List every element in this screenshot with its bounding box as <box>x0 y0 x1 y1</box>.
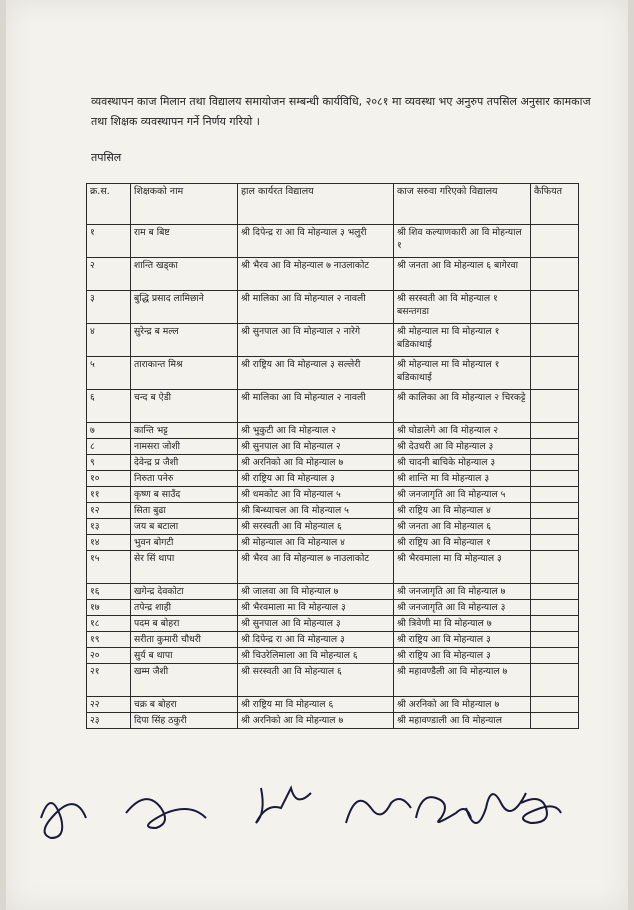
signature-5 <box>416 797 471 822</box>
cell-serial: २१ <box>87 664 131 697</box>
cell-serial: ९ <box>87 455 131 471</box>
signature-3 <box>256 788 311 823</box>
cell-serial: ८ <box>87 439 131 455</box>
cell-serial: ५ <box>87 357 131 390</box>
cell-remarks <box>531 584 579 600</box>
cell-teacher-name: भुवन बोगटी <box>131 535 238 551</box>
teacher-table <box>86 183 579 729</box>
table-row <box>87 551 579 584</box>
cell-remarks <box>531 648 579 664</box>
signature-6 <box>466 793 526 823</box>
cell-current-school: श्री सरस्वती आ वि मोहन्याल ६ <box>238 664 394 697</box>
cell-serial: ४ <box>87 324 131 357</box>
cell-deputed-school: श्री सरस्वती आ वि मोहन्याल १ बसन्तगडा <box>394 291 531 324</box>
cell-teacher-name: शान्ति खड्का <box>131 258 238 291</box>
cell-deputed-school: श्री मोहन्याल मा वि मोहन्याल १ बडिकाथाई <box>394 357 531 390</box>
cell-teacher-name: सरीता कुमारी चौधरी <box>131 632 238 648</box>
signatures-area <box>26 778 566 858</box>
cell-serial: १० <box>87 471 131 487</box>
cell-remarks <box>531 503 579 519</box>
cell-teacher-name: दिपा सिंह ठकुरी <box>131 713 238 729</box>
cell-current-school: श्री चिउरेलिमाला आ वि मोहन्याल ६ <box>238 648 394 664</box>
cell-deputed-school: श्री शान्ति मा वि मोहन्याल ३ <box>394 471 531 487</box>
cell-serial: १२ <box>87 503 131 519</box>
cell-current-school: श्री सरस्वती आ वि मोहन्याल ६ <box>238 519 394 535</box>
cell-deputed-school: श्री शिव कल्याणकारी आ वि मोहन्याल १ <box>394 225 531 258</box>
cell-current-school: श्री अरनिको आ वि मोहन्याल ७ <box>238 713 394 729</box>
cell-serial: १३ <box>87 519 131 535</box>
table-row <box>87 423 579 439</box>
cell-deputed-school: श्री जनता आ वि मोहन्याल ६ <box>394 519 531 535</box>
cell-current-school: श्री भैरव आ वि मोहन्याल ७ नाउलाकोट <box>238 551 394 584</box>
cell-current-school: श्री मालिका आ वि मोहन्याल २ नावली <box>238 291 394 324</box>
cell-remarks <box>531 225 579 258</box>
cell-teacher-name: नामसरा जोशी <box>131 439 238 455</box>
cell-serial: २० <box>87 648 131 664</box>
table-row <box>87 535 579 551</box>
header-serial: क्र.स. <box>87 184 131 225</box>
intro-paragraph: व्यवस्थापन काज मिलान तथा विद्यालय समायोजन सम्बन्धी कार्यविधि, २०८१ मा व्यवस्था भए अनुरुप तपसिल अनुसार कामकाज तथा शिक्षक व्यवस्थापन गर्ने निर्णय गरियो । <box>91 95 591 128</box>
cell-remarks <box>531 600 579 616</box>
cell-remarks <box>531 258 579 291</box>
cell-deputed-school: श्री महावण्डाली आ वि मोहन्याल <box>394 713 531 729</box>
cell-current-school: श्री सुनपाल आ वि मोहन्याल २ <box>238 439 394 455</box>
header-deputed-school: काज सरुवा गरिएको विद्यालय <box>394 184 531 225</box>
cell-serial: १ <box>87 225 131 258</box>
cell-current-school: श्री बिन्ध्याचल आ वि मोहन्याल ५ <box>238 503 394 519</box>
table-row <box>87 324 579 357</box>
cell-deputed-school: श्री घोडालेगे आ वि मोहन्याल २ <box>394 423 531 439</box>
signature-4 <box>346 799 411 823</box>
table-row <box>87 455 579 471</box>
cell-deputed-school: श्री राष्ट्रिय आ वि मोहन्याल ४ <box>394 503 531 519</box>
cell-current-school: श्री भैरवमाला मा वि मोहन्याल ३ <box>238 600 394 616</box>
table-row <box>87 291 579 324</box>
cell-current-school: श्री राष्ट्रिय आ वि मोहन्याल ३ <box>238 471 394 487</box>
table-row <box>87 390 579 423</box>
table-row <box>87 648 579 664</box>
cell-teacher-name: राम ब बिष्ट <box>131 225 238 258</box>
cell-remarks <box>531 471 579 487</box>
cell-teacher-name: सिता बुढा <box>131 503 238 519</box>
cell-remarks <box>531 487 579 503</box>
cell-serial: ३ <box>87 291 131 324</box>
cell-teacher-name: सुरेन्द्र ब मल्ल <box>131 324 238 357</box>
cell-remarks <box>531 455 579 471</box>
cell-current-school: श्री भुकुटी आ वि मोहन्याल २ <box>238 423 394 439</box>
cell-remarks <box>531 616 579 632</box>
header-teacher-name: शिक्षकको नाम <box>131 184 238 225</box>
table-row <box>87 471 579 487</box>
table-row <box>87 616 579 632</box>
cell-remarks <box>531 423 579 439</box>
cell-serial: १४ <box>87 535 131 551</box>
cell-deputed-school: श्री देउधरी आ वि मोहन्याल ३ <box>394 439 531 455</box>
cell-serial: ६ <box>87 390 131 423</box>
subheading: तपसिल <box>91 151 122 164</box>
cell-current-school: श्री मालिका आ वि मोहन्याल २ नावली <box>238 390 394 423</box>
cell-current-school: श्री धमकोट आ वि मोहन्याल ५ <box>238 487 394 503</box>
cell-remarks <box>531 519 579 535</box>
cell-serial: ७ <box>87 423 131 439</box>
cell-remarks <box>531 551 579 584</box>
table-header-row <box>87 184 579 225</box>
cell-deputed-school: श्री राष्ट्रिय आ वि मोहन्याल १ <box>394 535 531 551</box>
cell-serial: ११ <box>87 487 131 503</box>
cell-teacher-name: खगेन्द्र देवकोटा <box>131 584 238 600</box>
cell-deputed-school: श्री जनता आ वि मोहन्याल ६ बागेरवा <box>394 258 531 291</box>
cell-deputed-school: श्री जनजागृति आ वि मोहन्याल ७ <box>394 584 531 600</box>
cell-teacher-name: जय ब बटाला <box>131 519 238 535</box>
cell-deputed-school: श्री भैरवमाला मा वि मोहन्याल ३ <box>394 551 531 584</box>
cell-teacher-name: पदम ब बोहरा <box>131 616 238 632</box>
table-row <box>87 225 579 258</box>
cell-teacher-name: खम्म जैशी <box>131 664 238 697</box>
cell-current-school: श्री दिपेन्द्र रा आ वि मोहन्याल ३ भलुरी <box>238 225 394 258</box>
cell-serial: १६ <box>87 584 131 600</box>
cell-current-school: श्री राष्ट्रिय मा वि मोहन्याल ६ <box>238 697 394 713</box>
cell-remarks <box>531 324 579 357</box>
cell-teacher-name: सुर्य ब थापा <box>131 648 238 664</box>
cell-remarks <box>531 291 579 324</box>
cell-current-school: श्री सुनपाल आ वि मोहन्याल २ नारेगे <box>238 324 394 357</box>
document-page <box>6 0 628 910</box>
cell-serial: १८ <box>87 616 131 632</box>
table-row <box>87 503 579 519</box>
cell-teacher-name: ताराकान्त मिश्र <box>131 357 238 390</box>
cell-teacher-name: सेर सिं थापा <box>131 551 238 584</box>
cell-remarks <box>531 390 579 423</box>
table-row <box>87 519 579 535</box>
cell-deputed-school: श्री चादनी बाचिके मोहन्याल ३ <box>394 455 531 471</box>
cell-remarks <box>531 439 579 455</box>
cell-serial: २३ <box>87 713 131 729</box>
signature-1 <box>41 803 86 838</box>
table-row <box>87 439 579 455</box>
cell-remarks <box>531 357 579 390</box>
cell-deputed-school: श्री मोहन्याल मा वि मोहन्याल १ बडिकाथाई <box>394 324 531 357</box>
table-row <box>87 697 579 713</box>
table-row <box>87 487 579 503</box>
cell-deputed-school: श्री कालिका आ वि मोहन्याल २ चिरकट्टे <box>394 390 531 423</box>
cell-serial: १५ <box>87 551 131 584</box>
table-row <box>87 600 579 616</box>
header-remarks: कैफियत <box>531 184 579 225</box>
cell-deputed-school: श्री जनजागृति आ वि मोहन्याल ५ <box>394 487 531 503</box>
cell-remarks <box>531 664 579 697</box>
cell-teacher-name: कान्ति भट्ट <box>131 423 238 439</box>
cell-teacher-name: चक्र ब बोहरा <box>131 697 238 713</box>
cell-current-school: श्री मोहन्याल आ वि मोहन्याल ४ <box>238 535 394 551</box>
cell-teacher-name: तपेन्द्र शाही <box>131 600 238 616</box>
cell-deputed-school: श्री जनजागृति आ वि मोहन्याल ३ <box>394 600 531 616</box>
cell-teacher-name: बुद्धि प्रसाद लामिछाने <box>131 291 238 324</box>
cell-deputed-school: श्री महावण्डैली आ वि मोहन्याल ७ <box>394 664 531 697</box>
cell-serial: १७ <box>87 600 131 616</box>
cell-current-school: श्री अरनिको आ वि मोहन्याल ७ <box>238 455 394 471</box>
signature-7 <box>521 799 561 823</box>
cell-serial: २२ <box>87 697 131 713</box>
header-current-school: हाल कार्यरत विद्यालय <box>238 184 394 225</box>
table-row <box>87 664 579 697</box>
cell-current-school: श्री दिपेन्द्र रा आ वि मोहन्याल ३ <box>238 632 394 648</box>
table-row <box>87 713 579 729</box>
table-row <box>87 584 579 600</box>
table-row <box>87 357 579 390</box>
table-row <box>87 258 579 291</box>
cell-current-school: श्री जालवा आ वि मोहन्याल ७ <box>238 584 394 600</box>
cell-remarks <box>531 632 579 648</box>
cell-current-school: श्री राष्ट्रिय आ वि मोहन्याल ३ सल्लेरी <box>238 357 394 390</box>
cell-remarks <box>531 535 579 551</box>
cell-deputed-school: श्री अरनिको आ वि मोहन्याल ७ <box>394 697 531 713</box>
cell-current-school: श्री भैरव आ वि मोहन्याल ७ नाउलाकोट <box>238 258 394 291</box>
cell-current-school: श्री सुनपाल आ वि मोहन्याल ३ <box>238 616 394 632</box>
cell-teacher-name: चन्द ब ऐडी <box>131 390 238 423</box>
cell-teacher-name: कृष्ण ब साउँद <box>131 487 238 503</box>
cell-serial: १९ <box>87 632 131 648</box>
signature-2 <box>126 799 206 828</box>
cell-serial: २ <box>87 258 131 291</box>
cell-remarks <box>531 697 579 713</box>
cell-teacher-name: निरुता पनेरु <box>131 471 238 487</box>
cell-remarks <box>531 713 579 729</box>
cell-deputed-school: श्री राष्ट्रिय आ वि मोहन्याल ३ <box>394 632 531 648</box>
cell-deputed-school: श्री त्रिवेणी मा वि मोहन्याल ७ <box>394 616 531 632</box>
teacher-table-wrapper <box>86 183 578 729</box>
cell-teacher-name: देवेन्द्र प्र जैशी <box>131 455 238 471</box>
cell-deputed-school: श्री राष्ट्रिय आ वि मोहन्याल ३ <box>394 648 531 664</box>
table-row <box>87 632 579 648</box>
